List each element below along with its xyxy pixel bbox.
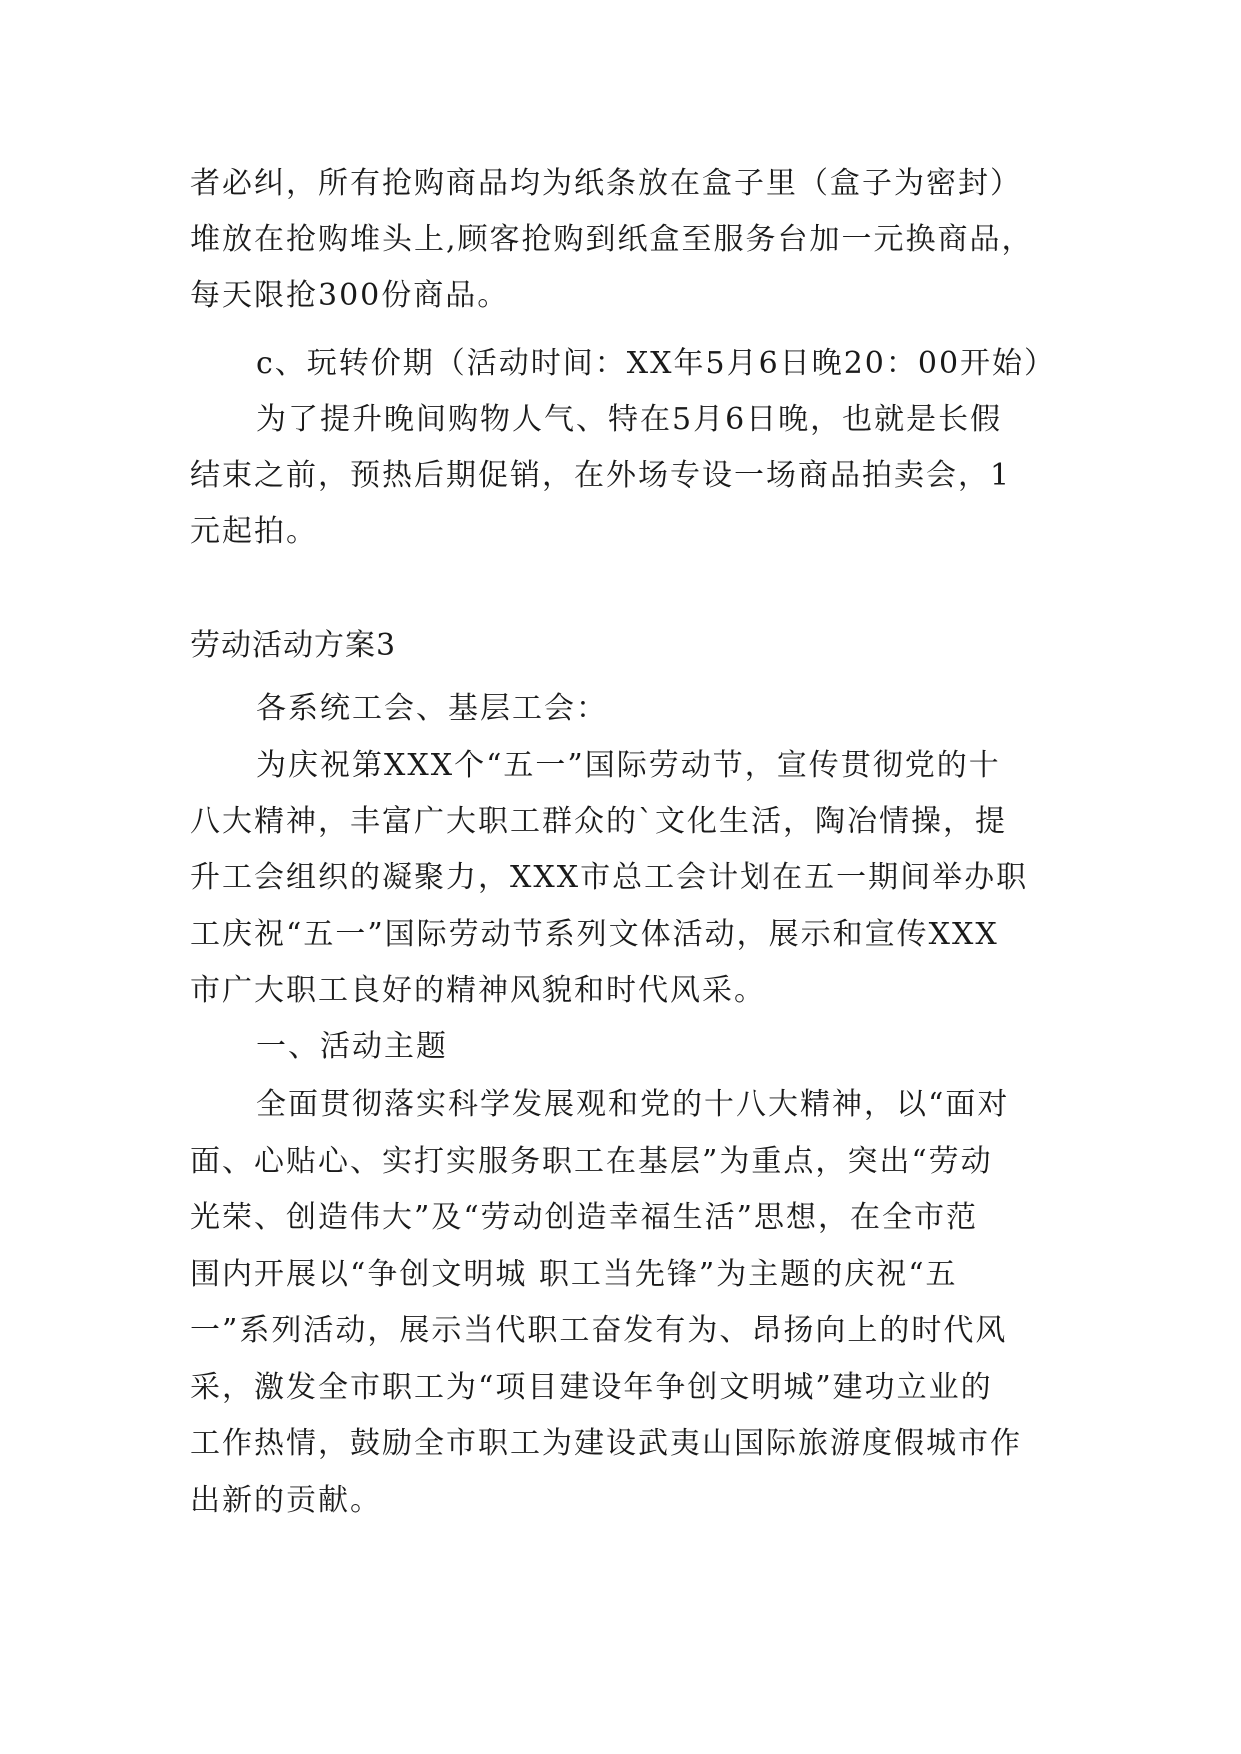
paragraph-line: 每天限抢300份商品。 <box>190 278 510 313</box>
paragraph-line: 元起拍。 <box>190 514 318 549</box>
paragraph-line: 者必纠，所有抢购商品均为纸条放在盒子里（盒子为密封） <box>190 166 1022 201</box>
paragraph-line: 堆放在抢购堆头上,顾客抢购到纸盒至服务台加一元换商品， <box>190 222 1034 257</box>
paragraph-line: 为了提升晚间购物人气、特在5月6日晚，也就是长假 <box>256 402 1003 437</box>
paragraph-line: 采，激发全市职工为“项目建设年争创文明城”建功立业的 <box>190 1370 993 1405</box>
section-heading: 劳动活动方案3 <box>190 628 397 663</box>
paragraph-line: 光荣、创造伟大”及“劳动创造幸福生活”思想，在全市范 <box>190 1200 979 1235</box>
salutation: 各系统工会、基层工会： <box>256 691 608 726</box>
subsection-heading: 一、活动主题 <box>256 1029 448 1064</box>
paragraph-line: 面、心贴心、实打实服务职工在基层”为重点，突出“劳动 <box>190 1144 993 1179</box>
paragraph-line: 出新的贡献。 <box>190 1483 382 1518</box>
paragraph-line: 工作热情，鼓励全市职工为建设武夷山国际旅游度假城市作 <box>190 1426 1022 1461</box>
paragraph-line: 围内开展以“争创文明城 职工当先锋”为主题的庆祝“五 <box>190 1257 958 1292</box>
paragraph-line: 结束之前，预热后期促销，在外场专设一场商品拍卖会，1 <box>190 458 1012 493</box>
paragraph-line: c、玩转价期（活动时间：XX年5月6日晚20：00开始） <box>256 346 1057 381</box>
paragraph-line: 八大精神，丰富广大职工群众的`文化生活，陶冶情操，提 <box>190 804 1007 839</box>
paragraph-line: 全面贯彻落实科学发展观和党的十八大精神，以“面对 <box>256 1087 1010 1122</box>
paragraph-line: 一”系列活动，展示当代职工奋发有为、昂扬向上的时代风 <box>190 1313 1008 1348</box>
paragraph-line: 工庆祝“五一”国际劳动节系列文体活动，展示和宣传XXX <box>190 917 999 952</box>
paragraph-line: 升工会组织的凝聚力，XXX市总工会计划在五一期间举办职 <box>190 860 1029 895</box>
paragraph-line: 市广大职工良好的精神风貌和时代风采。 <box>190 973 766 1008</box>
paragraph-line: 为庆祝第XXX个“五一”国际劳动节，宣传贯彻党的十 <box>256 748 1001 783</box>
